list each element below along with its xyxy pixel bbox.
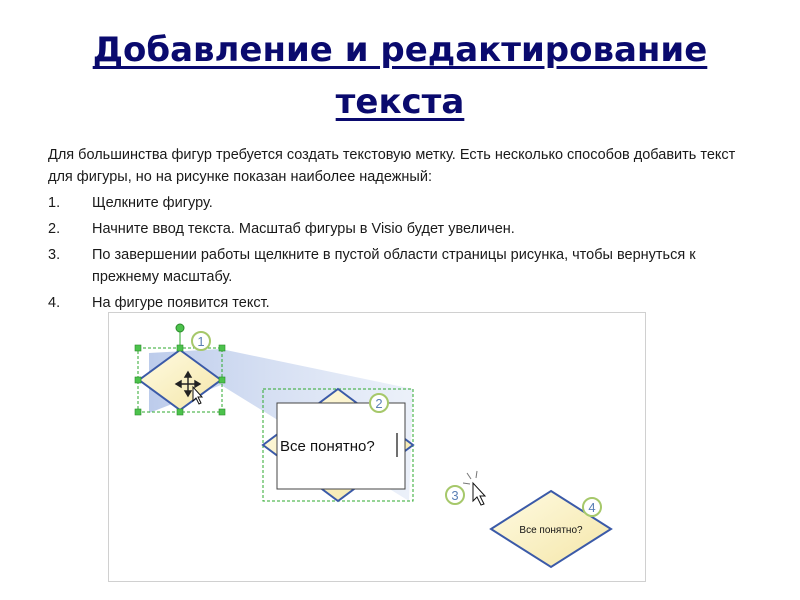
title-line-2: текста: [335, 82, 465, 122]
callout-2: [370, 394, 388, 412]
list-item: [48, 244, 748, 288]
callout-number: 4: [588, 500, 596, 515]
illustration-panel: [108, 312, 646, 582]
callout-number: 1: [197, 334, 205, 349]
step-text: На фигуре появится текст.: [92, 295, 270, 311]
final-shape-text: Все понятно?: [519, 525, 583, 536]
step-number: 4.: [48, 295, 61, 311]
callout-4: [583, 498, 601, 516]
zoomed-shape-text: Все понятно?: [280, 438, 375, 455]
click-cursor-icon: [463, 471, 485, 505]
steps-list: [48, 192, 748, 318]
illustration-svg: [109, 313, 645, 581]
step-text: По завершении работы щелкните в пустой области страницы рисунка, чтобы вернуться к прежнему масштабу.: [92, 247, 696, 285]
intro-paragraph: Для большинства фигур требуется создать текстовую метку. Есть несколько способов добавить текст для фигуры, но на рисунке показан наиболее надежный:: [48, 147, 736, 185]
page-title: [0, 24, 800, 128]
step-number: 2.: [48, 221, 61, 237]
title-line-1: Добавление и редактирование: [92, 30, 708, 70]
list-item: [48, 192, 748, 214]
step-text: Начните ввод текста. Масштаб фигуры в Visio будет увеличен.: [92, 221, 515, 237]
step-text: Щелкните фигуру.: [92, 195, 213, 211]
list-item: [48, 292, 748, 314]
zoomed-diamond: [263, 389, 413, 501]
step-number: 1.: [48, 195, 61, 211]
callout-1: [192, 332, 210, 350]
callout-3: [446, 486, 464, 504]
step-number: 3.: [48, 247, 61, 263]
callout-number: 2: [375, 396, 383, 411]
list-item: [48, 218, 748, 240]
callout-number: 3: [451, 488, 459, 503]
